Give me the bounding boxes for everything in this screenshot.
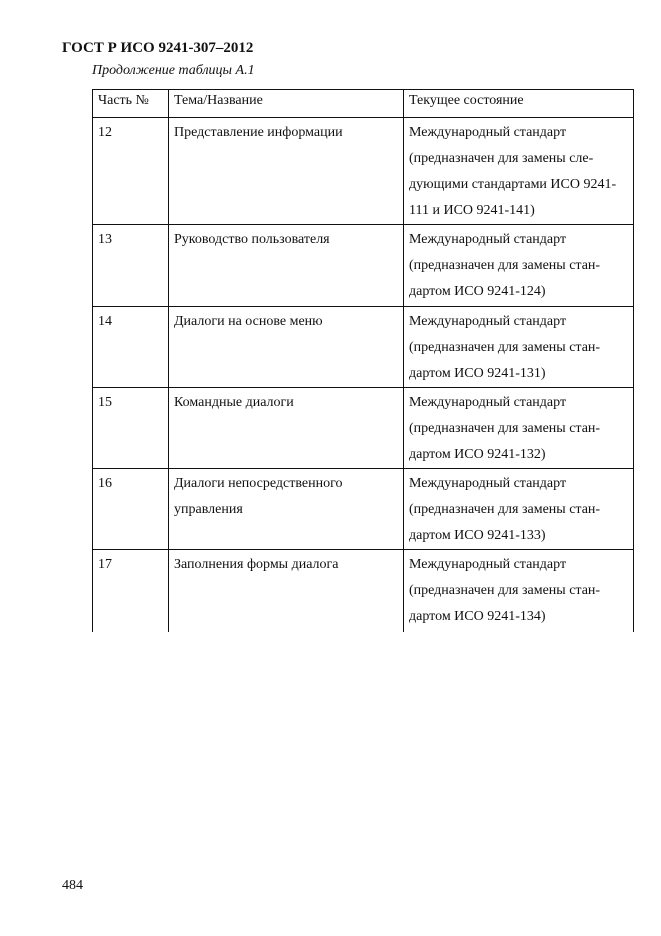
document-header: ГОСТ Р ИСО 9241-307–2012 bbox=[62, 40, 254, 56]
table-row bbox=[93, 118, 634, 225]
title-cell: Заполнения формы диалога bbox=[169, 550, 404, 632]
part-number-cell: 17 bbox=[93, 550, 169, 632]
table-caption: Продолжение таблицы А.1 bbox=[92, 63, 255, 78]
part-number-cell: 14 bbox=[93, 307, 169, 388]
status-cell: Международный стандарт (предназначен для замены стан-дартом ИСО 9241-132) bbox=[404, 388, 634, 469]
column-header-status: Текущее состояние bbox=[404, 90, 634, 118]
status-cell: Международный стандарт (предназначен для замены стан-дартом ИСО 9241-133) bbox=[404, 469, 634, 550]
title-cell: Руководство пользователя bbox=[169, 225, 404, 307]
table-header-row bbox=[93, 90, 634, 118]
page-number: 484 bbox=[62, 878, 83, 893]
table-row bbox=[93, 307, 634, 388]
title-cell: Диалоги непосредственного управления bbox=[169, 469, 404, 550]
table-row bbox=[93, 469, 634, 550]
part-number-cell: 16 bbox=[93, 469, 169, 550]
title-cell: Представление информации bbox=[169, 118, 404, 225]
standards-table bbox=[92, 89, 634, 632]
part-number-cell: 12 bbox=[93, 118, 169, 225]
part-number-cell: 13 bbox=[93, 225, 169, 307]
column-header-part: Часть № bbox=[93, 90, 169, 118]
column-header-title: Тема/Название bbox=[169, 90, 404, 118]
status-cell: Международный стандарт (предназначен для замены стан-дартом ИСО 9241-134) bbox=[404, 550, 634, 632]
title-cell: Командные диалоги bbox=[169, 388, 404, 469]
status-cell: Международный стандарт (предназначен для замены стан-дартом ИСО 9241-124) bbox=[404, 225, 634, 307]
table-row bbox=[93, 550, 634, 632]
status-cell: Международный стандарт (предназначен для замены стан-дартом ИСО 9241-131) bbox=[404, 307, 634, 388]
title-cell: Диалоги на основе меню bbox=[169, 307, 404, 388]
table-row bbox=[93, 388, 634, 469]
table-row bbox=[93, 225, 634, 307]
part-number-cell: 15 bbox=[93, 388, 169, 469]
status-cell: Международный стандарт (предназначен для замены сле-дующими стандартами ИСО 9241-111 и ИСО 9241-141) bbox=[404, 118, 634, 225]
